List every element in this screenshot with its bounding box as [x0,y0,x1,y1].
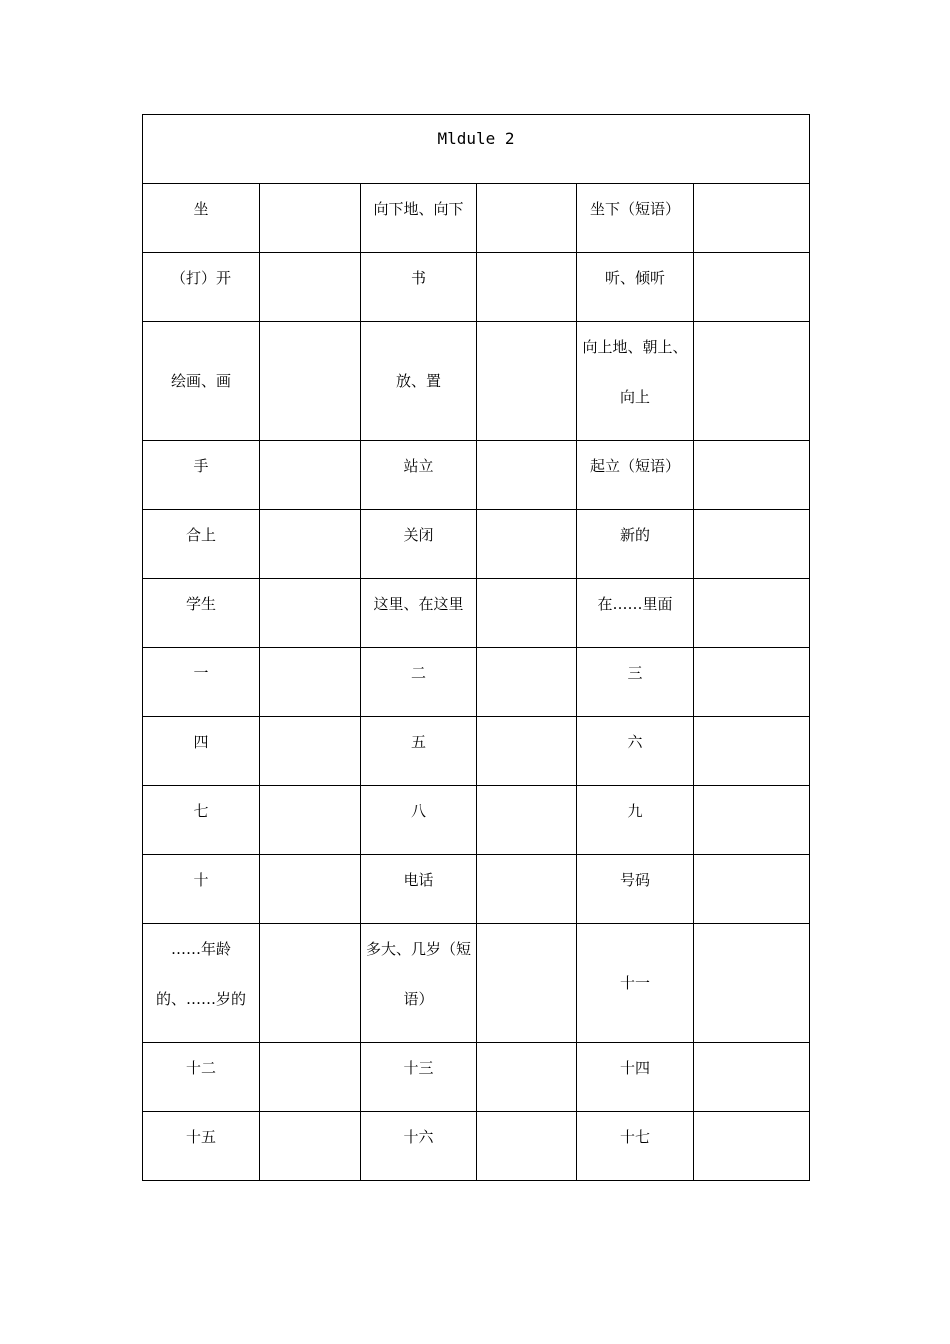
term-cell [143,322,260,441]
term-label: 坐下（短语） [589,200,680,218]
table-row [143,579,810,648]
table-row [143,322,810,441]
answer-blank[interactable] [477,855,577,924]
answer-blank[interactable] [477,441,577,510]
answer-blank[interactable] [477,579,577,648]
answer-blank[interactable] [260,1112,361,1181]
answer-blank[interactable] [260,717,361,786]
term-cell [143,717,260,786]
term-cell [577,510,694,579]
term-cell [361,253,477,322]
term-cell [577,855,694,924]
term-label: 放、置 [395,372,441,390]
term-label: 向上地、朝上、向上 [582,338,688,406]
answer-blank[interactable] [260,510,361,579]
term-cell [143,441,260,510]
term-label: 二 [410,664,426,682]
term-cell [143,253,260,322]
term-cell [361,510,477,579]
answer-blank[interactable] [260,441,361,510]
term-cell [143,510,260,579]
term-label: 六 [627,733,643,751]
table-row [143,184,810,253]
answer-blank[interactable] [260,253,361,322]
answer-blank[interactable] [477,786,577,855]
term-label: 坐 [193,200,209,218]
vocabulary-table [142,114,810,1181]
term-cell [361,648,477,717]
term-label: 听、倾听 [604,269,665,287]
term-cell [577,1043,694,1112]
answer-blank[interactable] [260,184,361,253]
answer-blank[interactable] [260,579,361,648]
term-cell [143,786,260,855]
term-label: 站立 [403,457,434,475]
term-cell [361,184,477,253]
answer-blank[interactable] [260,1043,361,1112]
term-label: 十 [193,871,209,889]
table-row [143,253,810,322]
term-label: 十三 [403,1059,434,1077]
term-cell [577,253,694,322]
term-label: 三 [627,664,643,682]
answer-blank[interactable] [694,579,810,648]
term-cell [143,184,260,253]
term-cell [361,579,477,648]
table-row [143,717,810,786]
term-label: 十四 [619,1059,650,1077]
term-cell [577,322,694,441]
answer-blank[interactable] [477,1043,577,1112]
term-cell [361,717,477,786]
term-label: 十五 [185,1128,216,1146]
term-cell [577,579,694,648]
term-label: 号码 [619,871,650,889]
table-row [143,510,810,579]
term-cell [143,1043,260,1112]
term-cell [143,855,260,924]
term-cell [361,1112,477,1181]
term-cell [577,717,694,786]
answer-blank[interactable] [260,924,361,1043]
term-label: 一 [193,664,209,682]
table-row [143,648,810,717]
term-cell [361,1043,477,1112]
term-label: 在……里面 [597,595,673,613]
term-cell [143,1112,260,1181]
answer-blank[interactable] [694,322,810,441]
answer-blank[interactable] [694,786,810,855]
answer-blank[interactable] [694,1112,810,1181]
term-cell [143,924,260,1043]
term-label: 八 [410,802,426,820]
term-label: 学生 [185,595,216,613]
term-cell [143,648,260,717]
term-label: 十二 [185,1059,216,1077]
term-cell [143,579,260,648]
term-label: 五 [410,733,426,751]
term-label: 合上 [185,526,216,544]
answer-blank[interactable] [694,184,810,253]
answer-blank[interactable] [260,322,361,441]
answer-blank[interactable] [694,510,810,579]
term-label: 新的 [619,526,650,544]
answer-blank[interactable] [477,924,577,1043]
term-label: 起立（短语） [589,457,680,475]
term-label: 向下地、向下 [373,200,464,218]
term-label: 十六 [403,1128,434,1146]
term-label: 十七 [619,1128,650,1146]
term-label: 十一 [619,974,650,992]
table-row [143,855,810,924]
answer-blank[interactable] [260,786,361,855]
answer-blank[interactable] [260,855,361,924]
answer-blank[interactable] [477,253,577,322]
answer-blank[interactable] [477,322,577,441]
term-cell [577,786,694,855]
answer-blank[interactable] [477,648,577,717]
term-label: （打）开 [170,269,231,287]
term-cell [577,1112,694,1181]
term-label: 绘画、画 [170,372,231,390]
answer-blank[interactable] [694,855,810,924]
term-cell [361,855,477,924]
answer-blank[interactable] [477,1112,577,1181]
table-row [143,786,810,855]
term-label: 这里、在这里 [373,595,464,613]
term-cell [361,924,477,1043]
term-cell [577,648,694,717]
term-cell [361,786,477,855]
answer-blank[interactable] [694,648,810,717]
term-cell [577,924,694,1043]
answer-blank[interactable] [694,1043,810,1112]
answer-blank[interactable] [694,717,810,786]
term-label: ……年龄的、……岁的 [155,940,246,1008]
answer-blank[interactable] [260,648,361,717]
term-label: 手 [193,457,209,475]
term-cell [577,184,694,253]
term-cell [361,441,477,510]
answer-blank[interactable] [694,924,810,1043]
term-label: 九 [627,802,643,820]
term-label: 电话 [403,871,434,889]
answer-blank[interactable] [477,717,577,786]
table-title: Mldule 2 [143,115,810,184]
term-label: 书 [410,269,426,287]
answer-blank[interactable] [477,184,577,253]
table-row [143,441,810,510]
term-label: 四 [193,733,209,751]
term-cell [577,441,694,510]
term-label: 多大、几岁（短语） [365,940,471,1008]
term-label: 关闭 [403,526,434,544]
answer-blank[interactable] [694,253,810,322]
table-row [143,1112,810,1181]
term-label: 七 [193,802,209,820]
table-row [143,924,810,1043]
term-cell [361,322,477,441]
answer-blank[interactable] [477,510,577,579]
table-row [143,1043,810,1112]
answer-blank[interactable] [694,441,810,510]
